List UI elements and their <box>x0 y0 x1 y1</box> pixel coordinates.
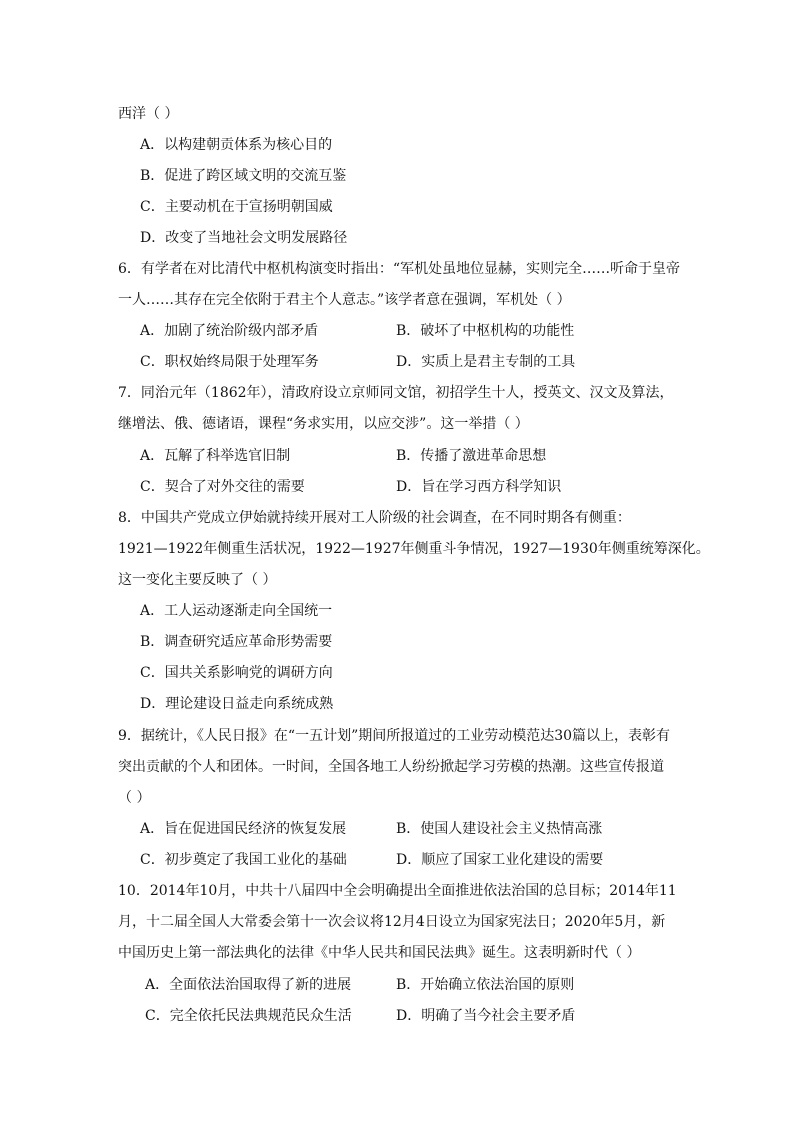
q10-option-b: B．开始确立依法治国的原则 <box>396 977 575 993</box>
q7-option-d: D．旨在学习西方科学知识 <box>396 479 562 495</box>
q9-option-b: B．使国人建设社会主义热情高涨 <box>396 821 603 837</box>
q7-stem-line-2: 继增法、俄、德诸语，课程“务求实用，以应交涉”。这一举措（ ） <box>118 416 529 432</box>
q10-option-d: D．明确了当今社会主要矛盾 <box>396 1008 576 1024</box>
q5-option-c: C．主要动机在于宣扬明朝国威 <box>140 199 333 215</box>
q5-option-d: D．改变了当地社会文明发展路径 <box>140 230 348 246</box>
q8-option-d: D．理论建设日益走向系统成熟 <box>140 696 334 712</box>
q8-stem-line-1: 8．中国共产党成立伊始就持续开展对工人阶级的社会调查，在不同时期各有侧重： <box>118 510 631 526</box>
q5-option-a: A．以构建朝贡体系为核心目的 <box>140 137 333 153</box>
q6-option-a: A．加剧了统治阶级内部矛盾 <box>140 323 319 339</box>
q6-stem-line-1: 6．有学者在对比清代中枢机构演变时指出：“军机处虽地位显赫，实则完全……听命于皇帝 <box>118 261 681 277</box>
q5-stem: 西洋（ ） <box>118 106 179 122</box>
q9-option-a: A．旨在促进国民经济的恢复发展 <box>140 821 347 837</box>
q5-option-b: B．促进了跨区域文明的交流互鉴 <box>140 168 347 184</box>
q10-stem-line-3: 中国历史上第一部法典化的法律《中华人民共和国民法典》诞生。这表明新时代（ ） <box>118 945 641 961</box>
q7-option-c: C．契合了对外交往的需要 <box>140 479 305 495</box>
q7-stem-line-1: 7．同治元年（1862年），清政府设立京师同文馆，初招学生十人，授英文、汉文及算法， <box>118 385 674 401</box>
q10-stem-line-1: 10．2014年10月，中共十八届四中全会明确提出全面推进依法治国的总目标；2014年11 <box>118 883 677 899</box>
q8-option-b: B．调查研究适应革命形势需要 <box>140 634 333 650</box>
q6-stem-line-2: 一人……其存在完全依附于君主个人意志。”该学者意在强调，军机处（ ） <box>118 292 571 308</box>
q6-option-c: C．职权始终局限于处理军务 <box>140 354 319 370</box>
q10-option-a: A．全面依法治国取得了新的进展 <box>145 977 352 993</box>
q8-stem-line-2: 1921—1922年侧重生活状况，1922—1927年侧重斗争情况，1927—1930年侧重统筹深化。 <box>118 541 710 557</box>
q9-option-d: D．顺应了国家工业化建设的需要 <box>396 852 604 868</box>
q8-option-c: C．国共关系影响党的调研方向 <box>140 665 333 681</box>
q10-stem-line-2: 月，十二届全国人大常委会第十一次会议将12月4日设立为国家宪法日；2020年5月，新 <box>118 914 666 930</box>
q7-option-a: A．瓦解了科举选官旧制 <box>140 448 291 464</box>
q8-option-a: A．工人运动逐渐走向全国统一 <box>140 603 333 619</box>
q9-stem-line-1: 9．据统计，《人民日报》在“一五计划”期间所报道过的工业劳动模范达30篇以上，表彰有 <box>118 728 671 744</box>
q8-stem-line-3: 这一变化主要反映了（ ） <box>118 572 277 588</box>
q9-option-c: C．初步奠定了我国工业化的基础 <box>140 852 347 868</box>
q6-option-d: D．实质上是君主专制的工具 <box>396 354 576 370</box>
q6-option-b: B．破坏了中枢机构的功能性 <box>396 323 575 339</box>
q9-stem-line-2: 突出贡献的个人和团体。一时间，全国各地工人纷纷掀起学习劳模的热潮。这些宣传报道 <box>118 759 664 775</box>
q7-option-b: B．传播了激进革命思想 <box>396 448 547 464</box>
q10-option-c: C．完全依托民法典规范民众生活 <box>145 1008 352 1024</box>
q9-stem-line-3: （ ） <box>118 790 151 806</box>
